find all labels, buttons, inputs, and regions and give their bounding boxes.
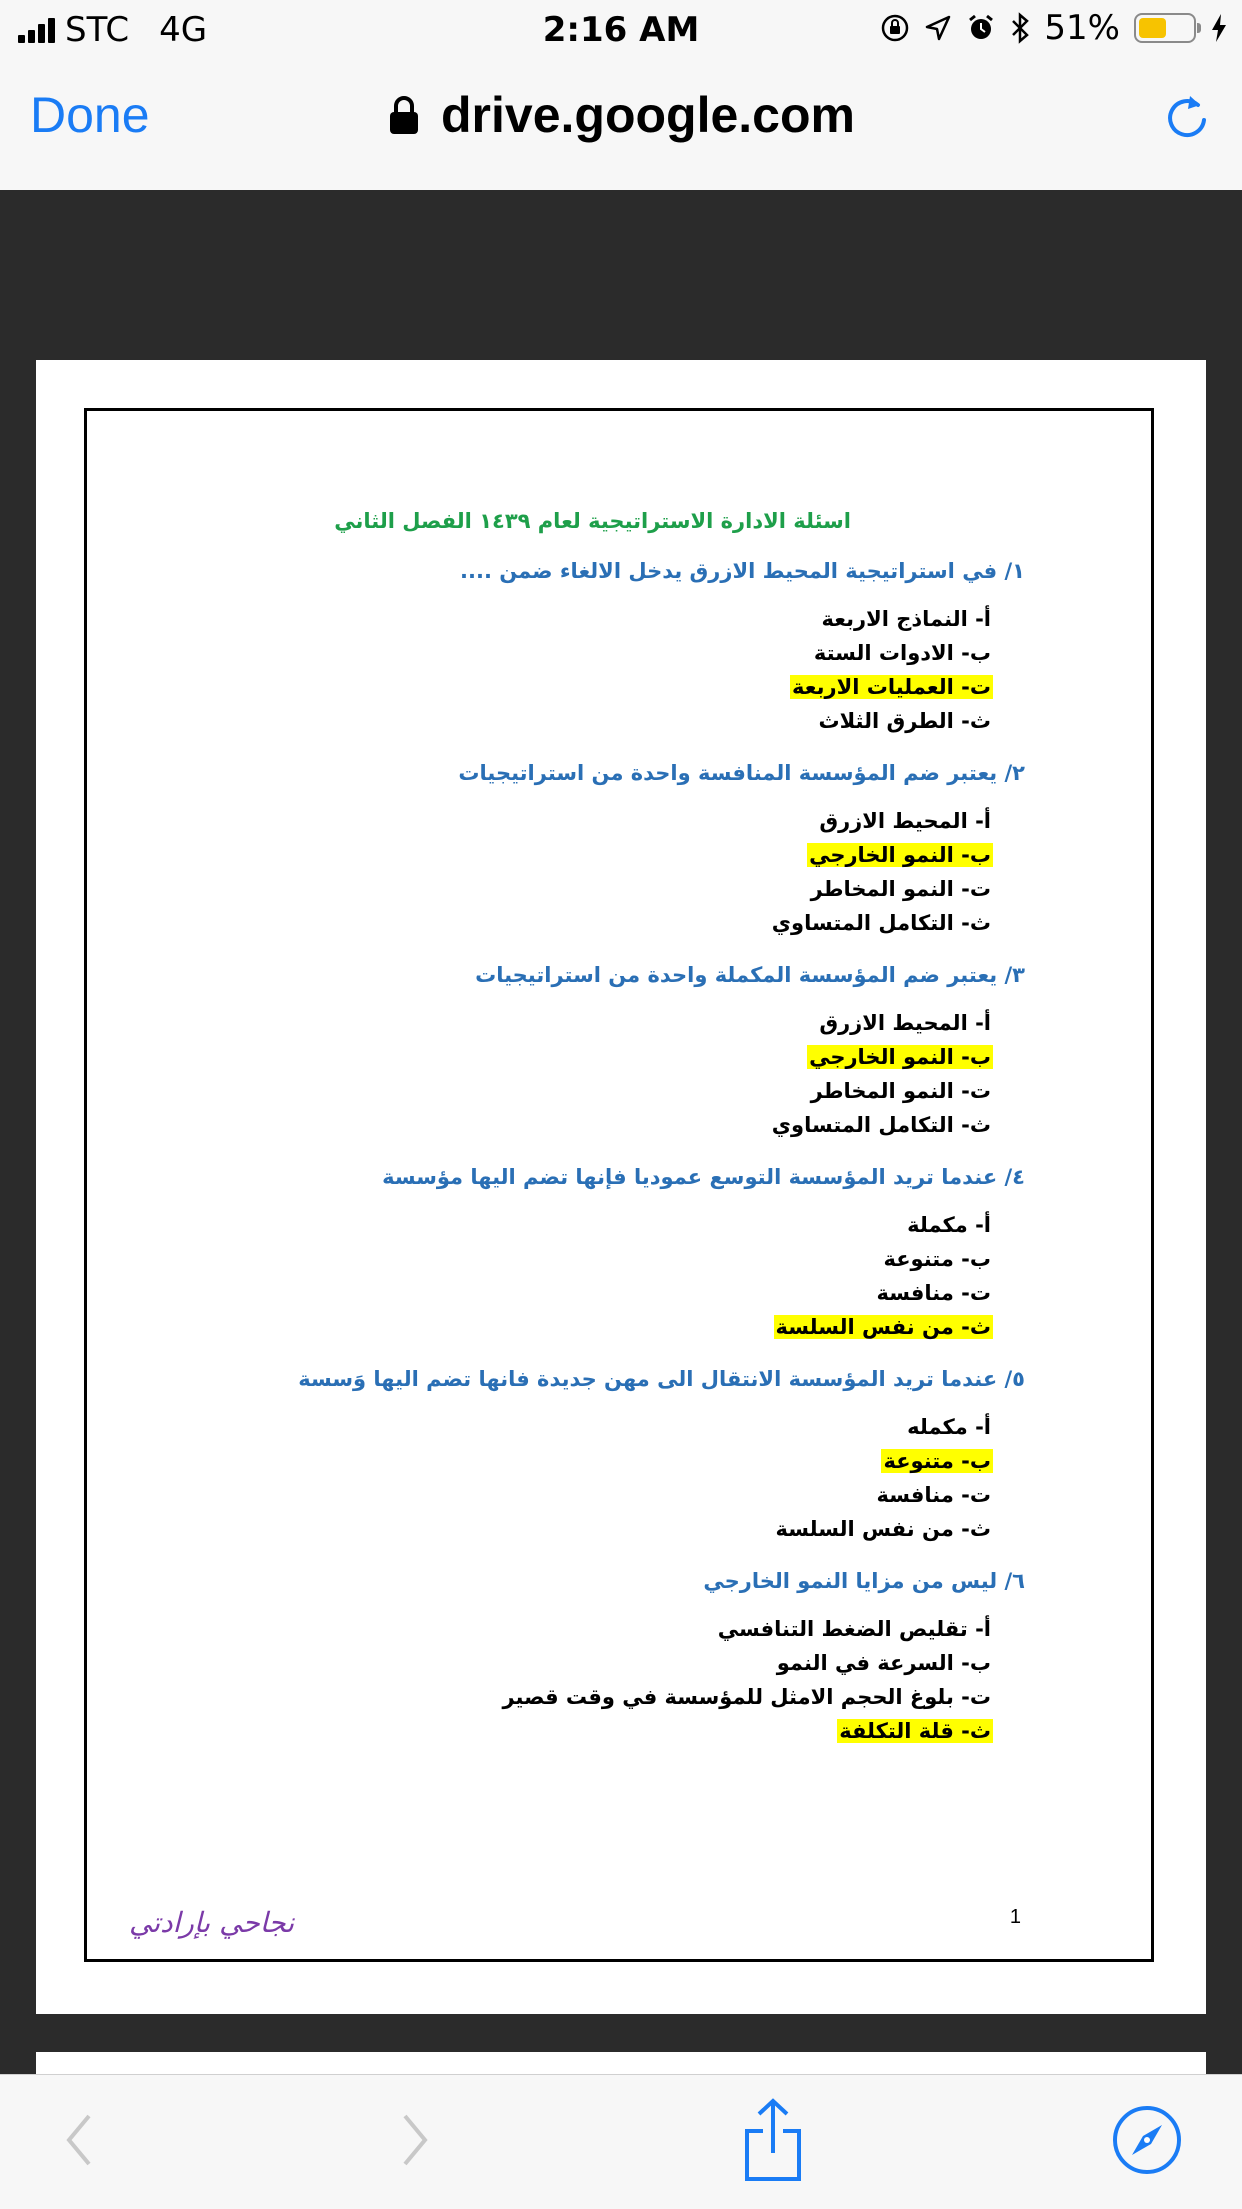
url-display <box>0 86 1242 144</box>
answer-option-highlighted: ت- العمليات الاربعة <box>792 675 991 699</box>
done-button[interactable]: Done <box>30 87 150 143</box>
bottom-toolbar <box>0 2074 1242 2209</box>
answer-option: ت- بلوغ الحجم الامثل للمؤسسة في وقت قصير <box>502 1685 991 1709</box>
signature: نجاحي بإرادتي <box>129 1906 295 1939</box>
battery-fill <box>1139 18 1166 38</box>
question-5: ٥/ عندما تريد المؤسسة الانتقال الى مهن جديدة فانها تضم اليها وَسسة <box>298 1367 1025 1391</box>
answer-option-highlighted: ث- من نفس السلسة <box>775 1315 991 1339</box>
page-border <box>84 408 1154 1962</box>
answer-option: ث- من نفس السلسة <box>775 1517 991 1541</box>
answer-option: ث- التكامل المتساوي <box>771 911 991 935</box>
answer-option-highlighted: ب- النمو الخارجي <box>809 843 991 867</box>
question-4: ٤/ عندما تريد المؤسسة التوسع عموديا فإنها تضم اليها مؤسسة <box>382 1165 1025 1189</box>
answer-option: ث- التكامل المتساوي <box>771 1113 991 1137</box>
question-1: ١/ في استراتيجية المحيط الازرق يدخل الالغاء ضمن .... <box>460 559 1025 583</box>
network-label: 4G <box>159 10 208 50</box>
document-viewer[interactable] <box>0 190 1242 2074</box>
answer-option: ب- متنوعة <box>883 1247 991 1271</box>
carrier-label: STC <box>65 10 130 50</box>
forward-button[interactable] <box>380 2105 450 2175</box>
open-in-safari-button[interactable] <box>1112 2105 1182 2175</box>
battery-icon <box>1134 13 1196 43</box>
answer-option-highlighted: ث- قلة التكلفة <box>839 1719 991 1743</box>
answer-option: أ- مكملة <box>907 1213 991 1237</box>
answer-option: ب- الادوات الستة <box>813 641 991 665</box>
browser-nav-bar <box>0 62 1242 190</box>
page-number: 1 <box>1009 1906 1021 1928</box>
answer-option-highlighted: ب- النمو الخارجي <box>809 1045 991 1069</box>
answer-option: ب- السرعة في النمو <box>776 1651 991 1675</box>
question-3: ٣/ يعتبر ضم المؤسسة المكملة واحدة من استراتيجيات <box>475 963 1025 987</box>
share-button[interactable] <box>738 2095 808 2185</box>
url-text: drive.google.com <box>441 87 855 143</box>
compass-icon <box>1112 2105 1182 2175</box>
document-title: اسئلة الادارة الاستراتيجية لعام ١٤٣٩ الفصل الثاني <box>334 509 851 533</box>
lock-icon <box>387 94 421 136</box>
answer-option: ت- منافسة <box>876 1483 991 1507</box>
location-icon <box>924 14 952 42</box>
answer-option: أ- المحيط الازرق <box>819 809 991 833</box>
question-6: ٦/ ليس من مزايا النمو الخارجي <box>703 1569 1025 1593</box>
question-2: ٢/ يعتبر ضم المؤسسة المنافسة واحدة من استراتيجيات <box>458 761 1025 785</box>
chevron-left-icon <box>59 2110 99 2170</box>
alarm-icon <box>966 13 996 43</box>
answer-option: أ- تقليص الضغط التنافسي <box>717 1617 991 1641</box>
answer-option: ت- النمو المخاطر <box>810 877 991 901</box>
clock: 2:16 AM <box>542 10 700 50</box>
answer-option-highlighted: ب- متنوعة <box>883 1449 991 1473</box>
charging-icon <box>1210 13 1228 43</box>
share-icon <box>741 2097 805 2183</box>
reload-icon[interactable] <box>1160 90 1216 146</box>
answer-option: أ- المحيط الازرق <box>819 1011 991 1035</box>
chevron-right-icon <box>395 2110 435 2170</box>
back-button[interactable] <box>44 2105 114 2175</box>
answer-option: ت- النمو المخاطر <box>810 1079 991 1103</box>
answer-option: ت- منافسة <box>876 1281 991 1305</box>
answer-option: ث- الطرق الثلاث <box>818 709 991 733</box>
bluetooth-icon <box>1010 12 1030 44</box>
answer-option: أ- النماذج الاربعة <box>821 607 991 631</box>
orientation-lock-icon <box>880 13 910 43</box>
status-bar <box>0 0 1242 62</box>
answer-option: أ- مكمله <box>907 1415 991 1439</box>
battery-percent: 51% <box>1044 8 1120 48</box>
document-page <box>36 360 1206 2014</box>
